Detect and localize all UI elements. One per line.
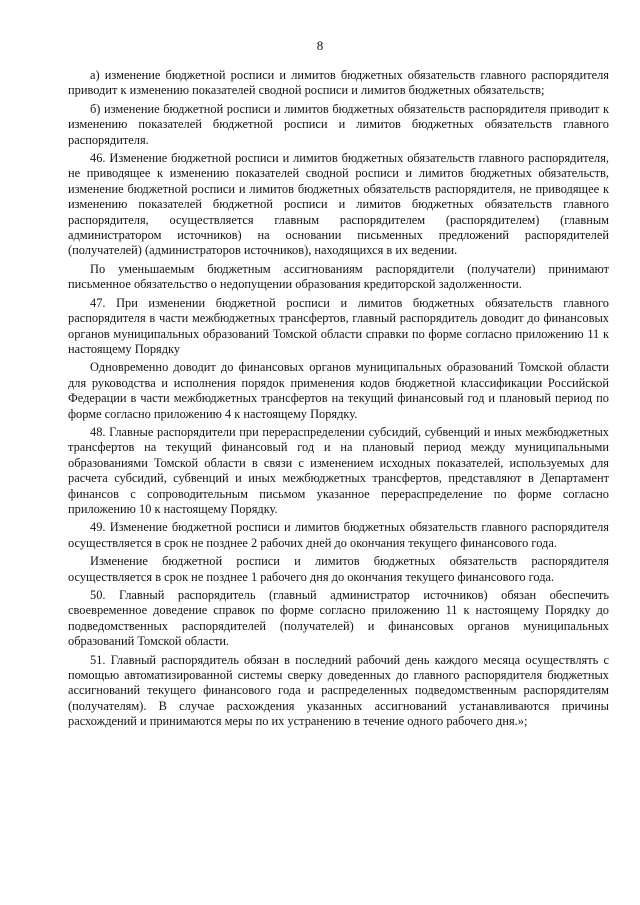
document-body [68, 68, 609, 733]
paragraph-51: 51. Главный распорядитель обязан в последний рабочий день каждого месяца осуществлять с помощью автоматизированной системы сверку доведенных до главного распорядителя бюджетных ассигнований текущего финансового года и распределенных подведомственным распорядителям (получателям). В случае расхождения указанных ассигнований устанавливаются причины расхождений и принимаются меры по их устранению в течение одного рабочего дня.»; [68, 652, 609, 729]
page-number: 8 [316, 38, 324, 53]
paragraph-49-distributor: Изменение бюджетной росписи и лимитов бюджетных обязательств распорядителя осуществляется в срок не позднее 1 рабочего дня до окончания текущего финансового года. [68, 554, 609, 584]
paragraph-46-obligation: По уменьшаемым бюджетным ассигнованиям распорядители (получатели) принимают письменное обязательство о недопущении образования кредиторской задолженности. [68, 261, 609, 292]
paragraph-49: 49. Изменение бюджетной росписи и лимитов бюджетных обязательств главного распорядителя осуществляется в срок не позднее 2 рабочих дней до окончания текущего финансового года. [68, 520, 609, 550]
paragraph-47: 47. При изменении бюджетной росписи и лимитов бюджетных обязательств главного распорядителя в части межбюджетных трансфертов, главный распорядитель доводит до финансовых органов муниципальных образований Томской области справки по форме согласно приложению 11 к настоящему Порядку [68, 295, 609, 356]
paragraph-46: 46. Изменение бюджетной росписи и лимитов бюджетных обязательств главного распорядителя, не приводящее к изменению показателей сводной росписи и лимитов бюджетных обязательств, изменение бюджетной росписи и лимитов бюджетных обязательств распорядителя, не приводящее к изменению показателей бюджетной росписи и лимитов бюджетных обязательств главного распорядителя, осуществляется главным распорядителем (распорядителем) (главным администратором источников) на основании письменных предложений распорядителей (получателей) (администраторов источников), находящихся в их ведении. [68, 151, 609, 258]
paragraph-48: 48. Главные распорядители при перераспределении субсидий, субвенций и иных межбюджетных трансфертов на текущий финансовый год и на плановый период между муниципальными образованиями Томской области в связи с изменением исходных показателей, используемых для расчета субсидий, субвенций и иных межбюджетных трансфертов, представляют в Департамент финансов с сопроводительным письмом указанное перераспределение по форме согласно приложению 10 к настоящему Порядку. [68, 424, 609, 516]
paragraph-a: а) изменение бюджетной росписи и лимитов бюджетных обязательств главного распорядителя приводит к изменению показателей сводной росписи и лимитов бюджетных обязательств; [68, 68, 609, 98]
paragraph-b: б) изменение бюджетной росписи и лимитов бюджетных обязательств распорядителя приводит к изменению показателей бюджетной росписи и лимитов бюджетных обязательств главного распорядителя. [68, 101, 609, 147]
paragraph-47-codes: Одновременно доводит до финансовых органов муниципальных образований Томской области для руководства и исполнения порядок применения кодов бюджетной классификации Российской Федерации в части межбюджетных трансфертов на текущий финансовый год и плановый период по форме согласно приложению 4 к настоящему Порядку. [68, 360, 609, 421]
paragraph-50: 50. Главный распорядитель (главный администратор источников) обязан обеспечить своевременное доведение справок по форме согласно приложению 11 к настоящему Порядку до подведомственных распорядителей (получателей) и финансовых органов муниципальных образований Томской области. [68, 588, 609, 649]
